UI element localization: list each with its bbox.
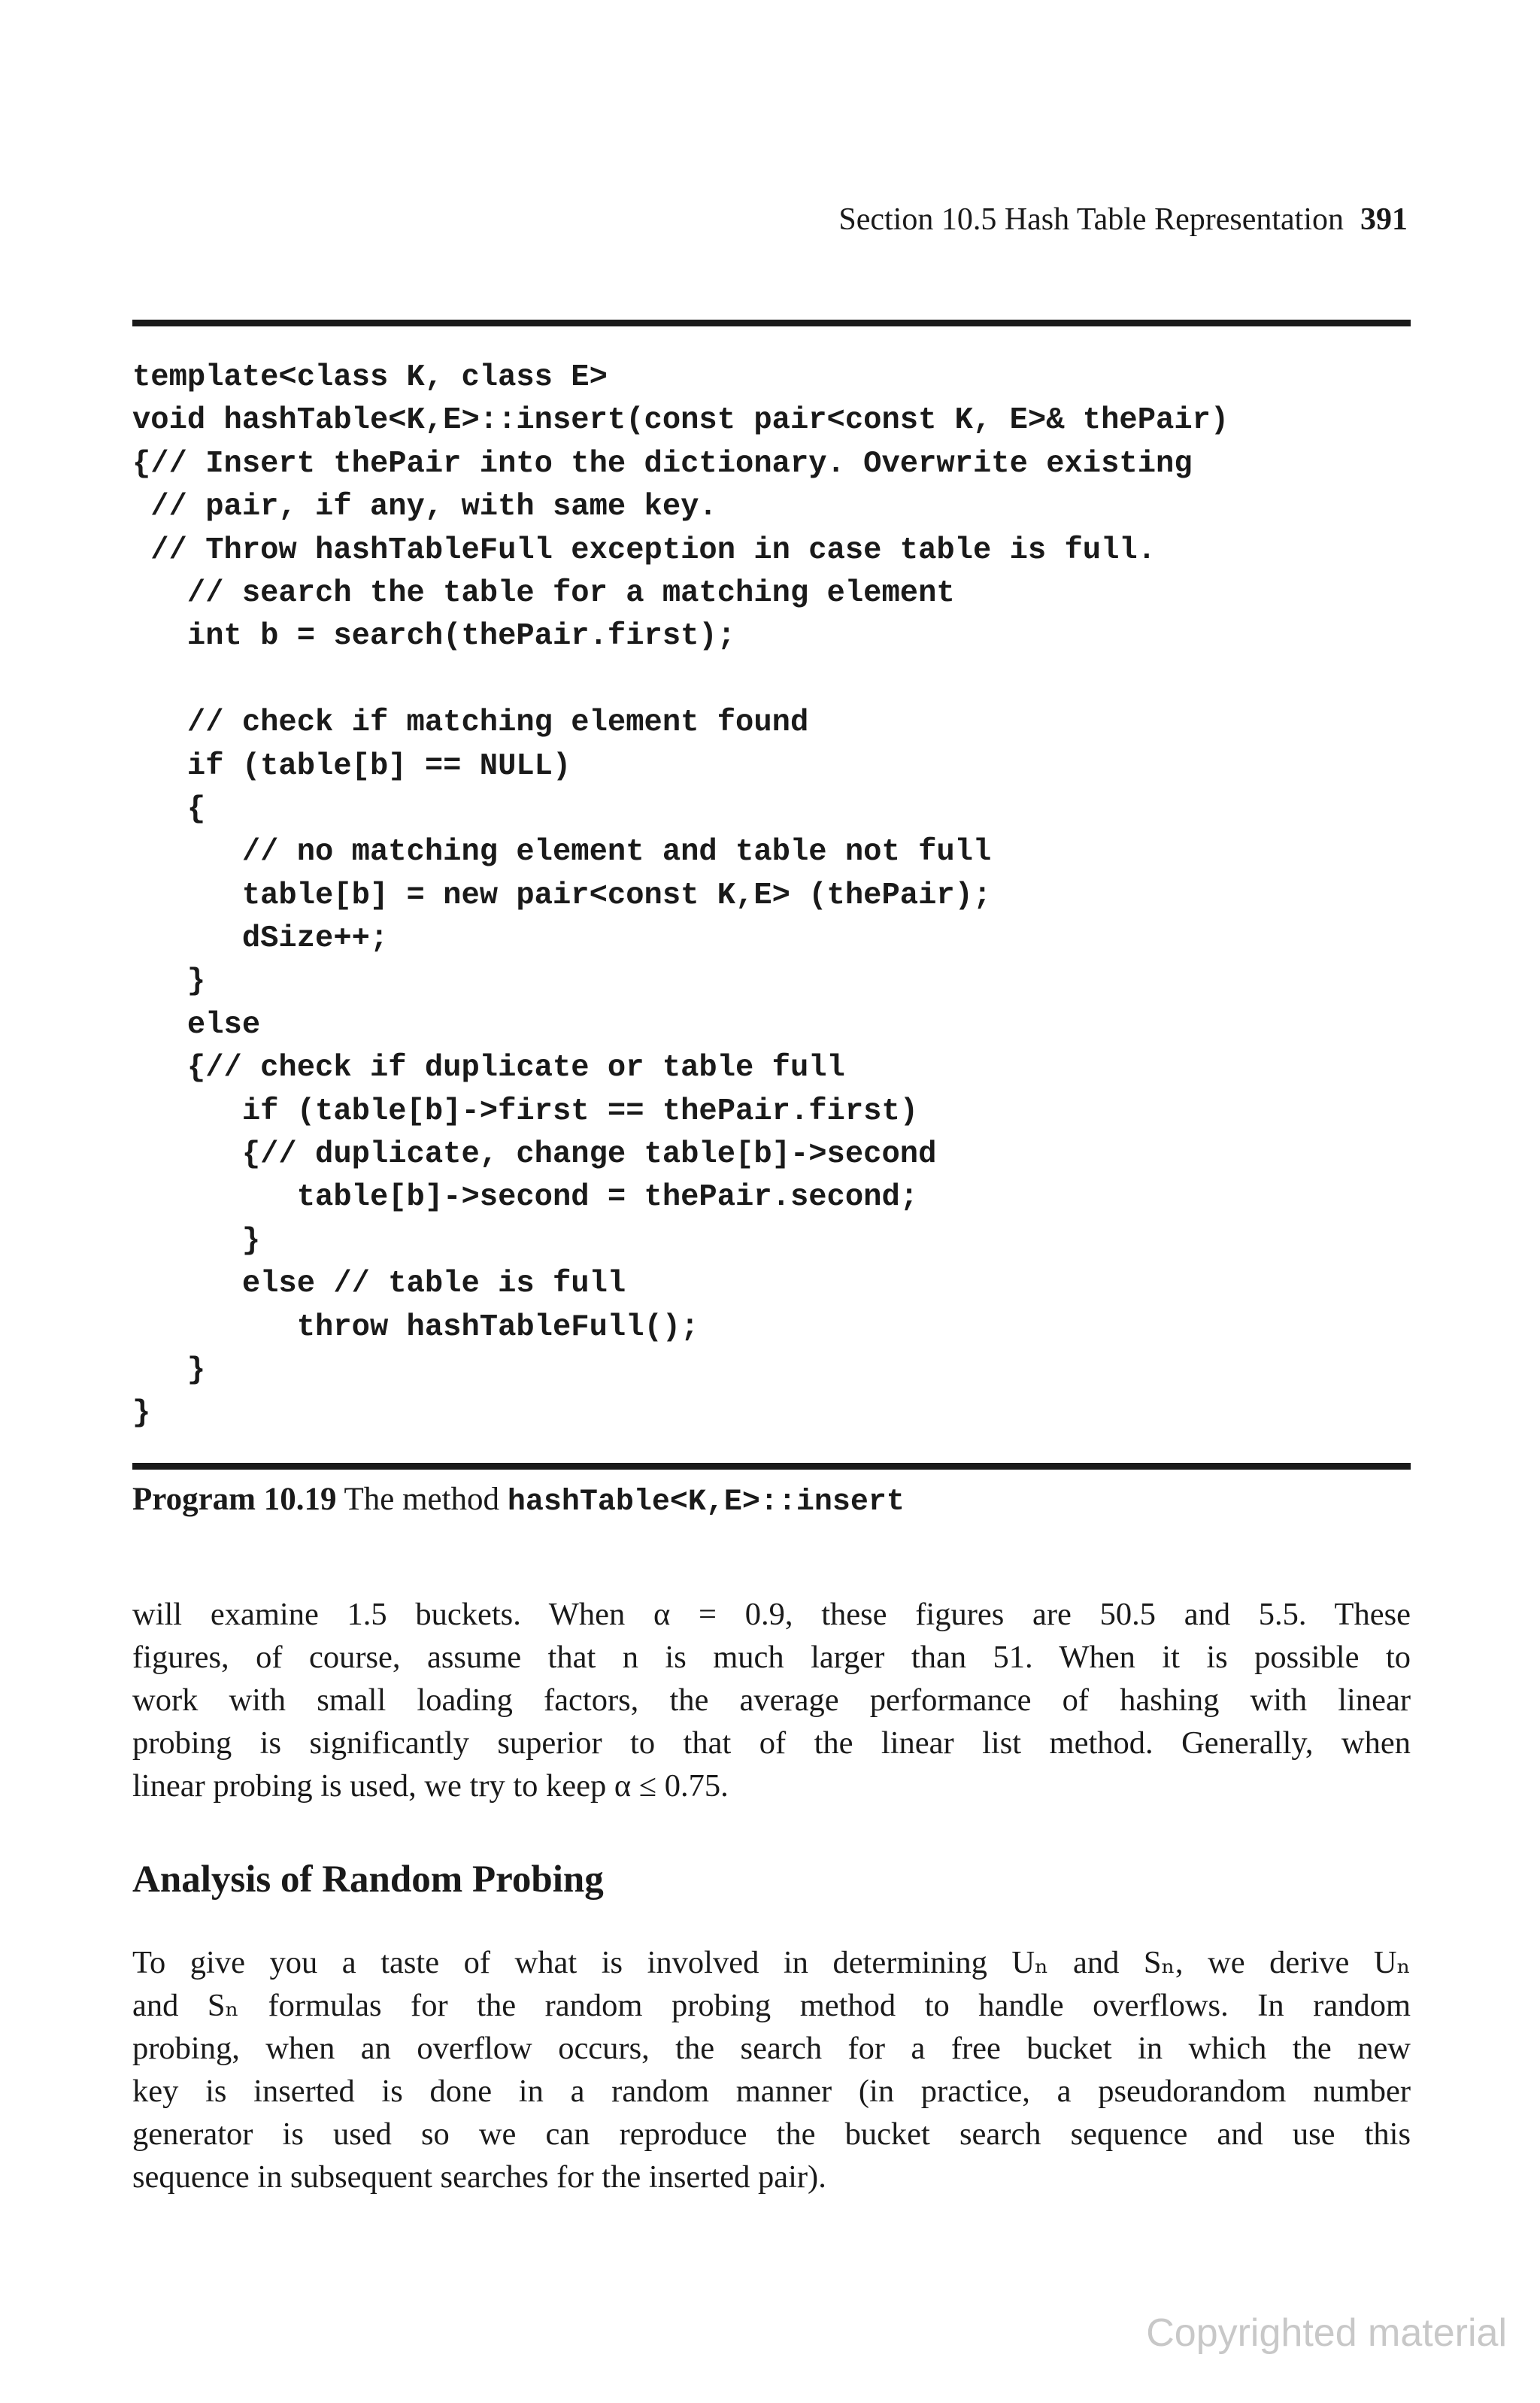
code-line: throw hashTableFull(); (132, 1309, 699, 1345)
code-line: void hashTable<K,E>::insert(const pair<const K, E>& thePair) (132, 403, 1229, 438)
code-line: } (132, 1396, 151, 1431)
caption-code: hashTable<K,E>::insert (507, 1485, 905, 1519)
code-line: dSize++; (132, 921, 389, 957)
code-line: {// Insert thePair into the dictionary. Overwrite existing (132, 446, 1193, 481)
code-line: if (table[b] == NULL) (132, 748, 571, 784)
code-line: else // table is full (132, 1267, 626, 1302)
code-line: table[b]->second = thePair.second; (132, 1180, 919, 1215)
program-listing (132, 357, 1229, 1436)
caption-label: Program 10.19 (132, 1482, 337, 1517)
code-line: { (132, 791, 206, 827)
code-line: } (132, 1352, 206, 1388)
body-paragraph-1 (132, 1593, 1411, 1807)
code-line: // pair, if any, with same key. (132, 490, 717, 525)
body-paragraph-2 (132, 1941, 1411, 2198)
code-line: template<class K, class E> (132, 360, 608, 395)
program-top-rule (132, 320, 1411, 326)
caption-text: The method (344, 1482, 500, 1517)
paragraph-line: figures, of course, assume that n is much larger than 51. When it is possible to (132, 1640, 1411, 1675)
paragraph-line: linear probing is used, we try to keep α ≤ 0.75. (132, 1768, 729, 1804)
paragraph-line: probing is significantly superior to that of the linear list method. Generally, when (132, 1725, 1411, 1761)
page-number: 391 (1360, 202, 1408, 237)
paragraph-line: sequence in subsequent searches for the inserted pair). (132, 2159, 826, 2195)
paragraph-line: key is inserted is done in a random manner (in practice, a pseudorandom number (132, 2074, 1411, 2109)
running-head (838, 202, 1408, 238)
code-line: int b = search(thePair.first); (132, 619, 736, 654)
code-line: {// check if duplicate or table full (132, 1051, 845, 1086)
paragraph-line: will examine 1.5 buckets. When α = 0.9, these figures are 50.5 and 5.5. These (132, 1597, 1411, 1632)
program-bottom-rule (132, 1463, 1411, 1470)
code-line: } (132, 1223, 261, 1258)
code-line: // Throw hashTableFull exception in case table is full. (132, 532, 1157, 568)
code-line: else (132, 1007, 261, 1042)
running-head-section: Section 10.5 Hash Table Representation (838, 202, 1344, 237)
code-line: // no matching element and table not full (132, 835, 992, 870)
paragraph-line: To give you a taste of what is involved in determining Uₙ and Sₙ, we derive Uₙ (132, 1945, 1411, 1980)
paragraph-line: generator is used so we can reproduce the bucket search sequence and use this (132, 2116, 1411, 2152)
code-line (132, 659, 1229, 702)
paragraph-line: and Sₙ formulas for the random probing method to handle overflows. In random (132, 1988, 1411, 2023)
code-line: // search the table for a matching element (132, 575, 955, 611)
copyright-watermark: Copyrighted material (1146, 2311, 1507, 2355)
code-line: table[b] = new pair<const K,E> (thePair); (132, 878, 992, 913)
code-line: // check if matching element found (132, 705, 809, 741)
section-heading: Analysis of Random Probing (132, 1858, 604, 1901)
code-line: if (table[b]->first == thePair.first) (132, 1094, 919, 1129)
program-caption (132, 1481, 905, 1519)
paragraph-line: probing, when an overflow occurs, the search for a free bucket in which the new (132, 2031, 1411, 2066)
code-line: {// duplicate, change table[b]->second (132, 1137, 937, 1173)
code-line: } (132, 964, 206, 1000)
paragraph-line: work with small loading factors, the average performance of hashing with linear (132, 1682, 1411, 1718)
